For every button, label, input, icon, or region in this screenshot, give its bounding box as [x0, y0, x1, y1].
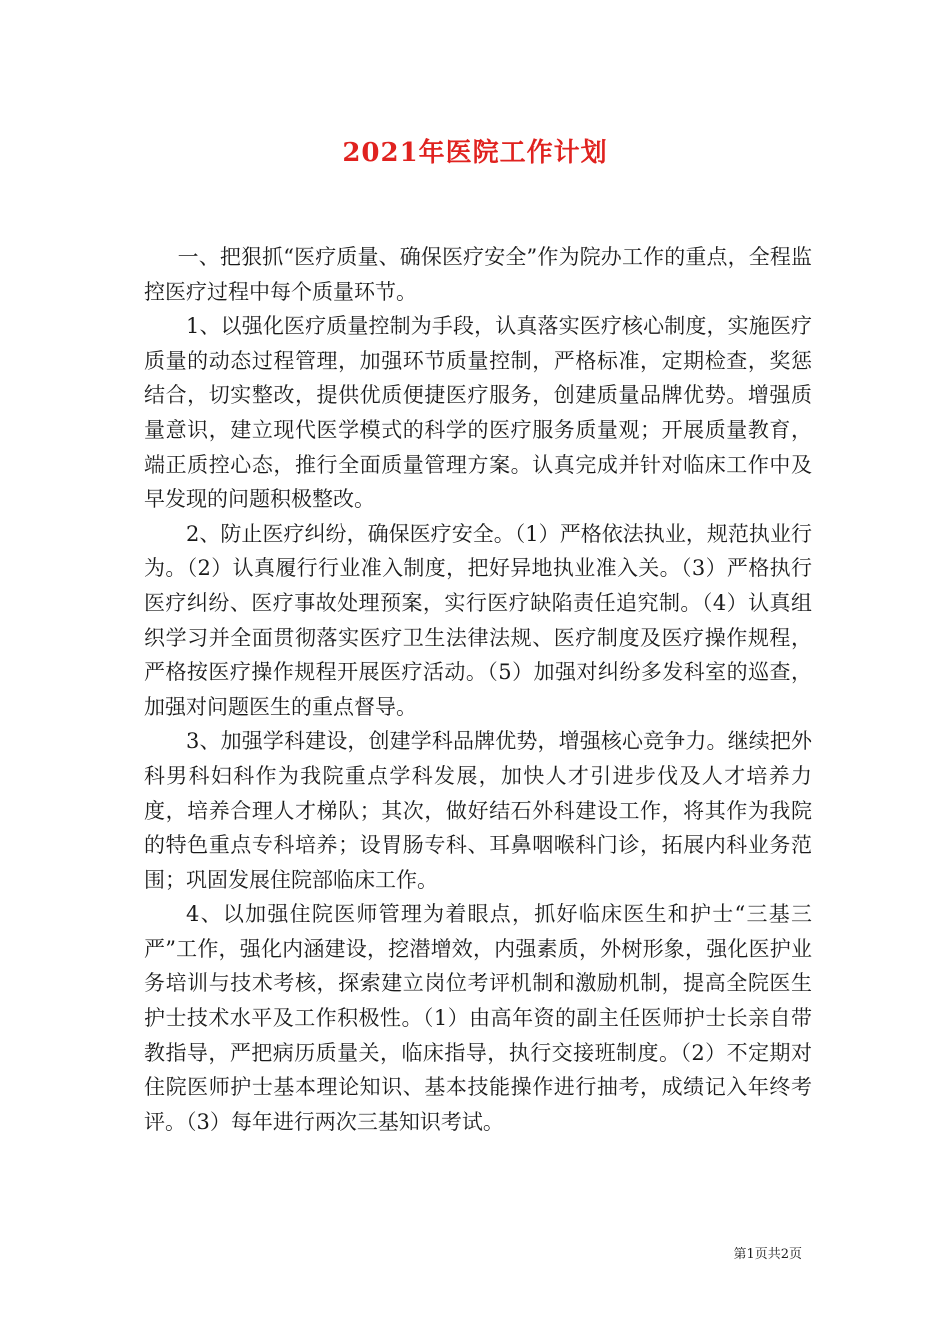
paragraph-section-one: 一、把狠抓“医疗质量、确保医疗安全”作为院办工作的重点，全程监控医疗过程中每个质量环节。 — [144, 245, 812, 304]
paragraph-item-4: 4、以加强住院医师管理为着眼点，抓好临床医生和护士“三基三严”工作，强化内涵建设，挖潜增效，内强素质，外树形象，强化医护业务培训与技术考核，探索建立岗位考评机制和激励机制，提高全院医生护士技术水平及工作积极性。（1）由高年资的副主任医师护士长亲自带教指导，严把病历质量关，临床指导，执行交接班制度。（2）不定期对住院医师护士基本理论知识、基本技能操作进行抽考，成绩记入年终考评。（3）每年进行两次三基知识考试。 — [144, 902, 812, 1134]
document-body — [144, 240, 812, 1139]
paragraph-item-2: 2、防止医疗纠纷，确保医疗安全。（1）严格依法执业，规范执业行为。（2）认真履行行业准入制度，把好异地执业准入关。（3）严格执行医疗纠纷、医疗事故处理预案，实行医疗缺陷责任追究制。（4）认真组织学习并全面贯彻落实医疗卫生法律法规、医疗制度及医疗操作规程，严格按医疗操作规程开展医疗活动。（5）加强对纠纷多发科室的巡查，加强对问题医生的重点督导。 — [144, 521, 812, 719]
paragraph-item-3: 3、加强学科建设，创建学科品牌优势，增强核心竞争力。继续把外科男科妇科作为我院重点学科发展，加快人才引进步伐及人才培养力度，培养合理人才梯队；其次，做好结石外科建设工作，将其作为我院的特色重点专科培养；设胃肠专科、耳鼻咽喉科门诊，拓展内科业务范围；巩固发展住院部临床工作。 — [144, 729, 812, 892]
paragraph-item-1: 1、以强化医疗质量控制为手段，认真落实医疗核心制度，实施医疗质量的动态过程管理，加强环节质量控制，严格标准，定期检查，奖惩结合，切实整改，提供优质便捷医疗服务，创建质量品牌优势。增强质量意识，建立现代医学模式的科学的医疗服务质量观；开展质量教育，端正质控心态，推行全面质量管理方案。认真完成并针对临床工作中及早发现的问题积极整改。 — [144, 314, 812, 512]
page-number: 第1页共2页 — [733, 1247, 802, 1262]
document-title: 2021年医院工作计划 — [342, 138, 608, 168]
